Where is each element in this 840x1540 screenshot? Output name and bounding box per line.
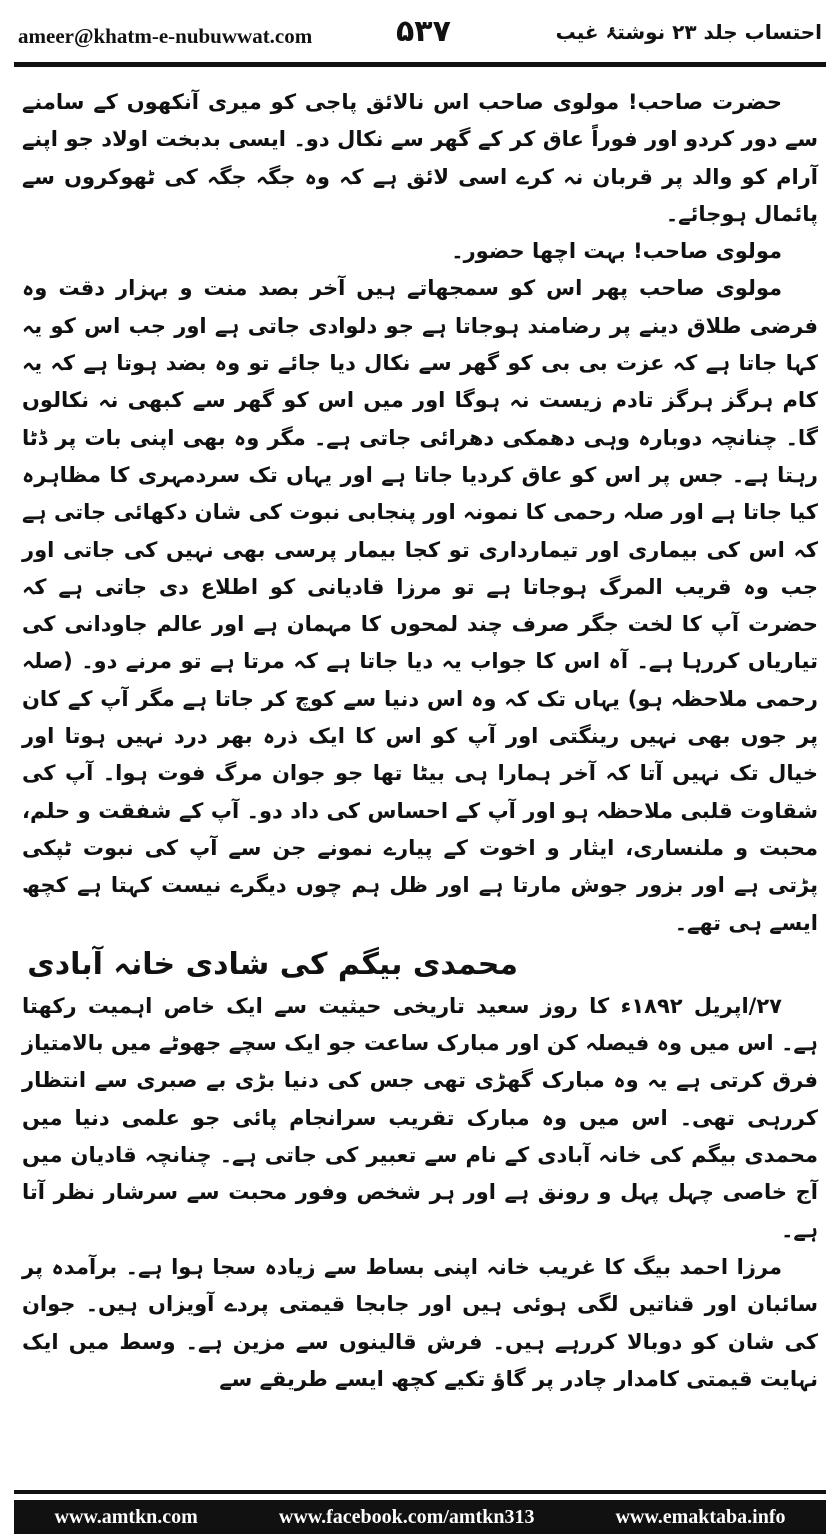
- paragraph-3: مولوی صاحب پھر اس کو سمجھاتے ہیں آخر بصد منت و بہزار دقت وہ فرضی طلاق دینے پر رضامند ہوجاتا ہے جو دلوادی جاتی ہے اور جب اس کو یہ کہا جاتا ہے کہ عزت بی بی کو گھر سے نکال دیا جائے تو وہ بضد ہوتا ہے کہ یہ کام ہرگز ہرگز تادم زیست نہ ہوگا اور میں اس کو گھر سے کبھی نہ نکالوں گا۔ چنانچہ دوبارہ وہی دھمکی دھرائی جاتی ہے۔ مگر وہ بھی اپنی بات پر ڈٹا رہتا ہے۔ جس پر اس کو عاق کردیا جاتا ہے اور یہاں تک سردمہری کا مظاہرہ کیا جاتا ہے اور صلہ رحمی کا نمونہ اور پنجابی نبوت کی شان دکھائی جاتی ہے کہ اس کی بیماری اور تیمارداری تو کجا بیمار پرسی بھی نہیں کی جاتی اور جب وہ قریب المرگ ہوجاتا ہے تو مرزا قادیانی کو اطلاع دی جاتی ہے کہ حضرت آپ کا لخت جگر صرف چند لمحوں کا مہمان ہے اور عالم جاودانی کی تیاریاں کررہا ہے۔ آہ اس کا جواب یہ دیا جاتا ہے کہ مرتا ہے تو مرنے دو۔ (صلہ رحمی ملاحظہ ہو) یہاں تک کہ وہ اس دنیا سے کوچ کر جاتا ہے مگر آپ کے کان پر جوں بھی نہیں رینگتی اور آپ کو اس کا ایک ذرہ بھر درد نہیں ہوتا اور خیال تک نہیں آتا کہ آخر ہمارا ہی بیٹا تھا جو جوان مرگ فوت ہوا۔ آپ کی شقاوت قلبی ملاحظہ ہو اور آپ کے احساس کی داد دو۔ آپ کے شفقت و حلم، محبت و ملنساری، ایثار و اخوت کے پیارے نمونے جن سے آپ کی نبوت ٹپکی پڑتی ہے اور بزور جوش مارتا ہے اور ظل ہم چوں دیگرے نیست کہتا ہے کچھ ایسے ہی تھے۔: [22, 276, 818, 935]
- page-number: ۵۳۷: [396, 14, 451, 49]
- page-header: [14, 10, 826, 60]
- footer-link-facebook: www.facebook.com/amtkn313: [278, 1505, 535, 1528]
- footer-divider: [14, 1490, 826, 1494]
- paragraph-4: ۲۷/اپریل ۱۸۹۲ء کا روز سعید تاریخی حیثیت سے ایک خاص اہمیت رکھتا ہے۔ اس میں وہ فیصلہ کن اور مبارک ساعت جو ایک سچے جھوٹے میں بالامتیاز فرق کرتی ہے یہ وہ مبارک گھڑی تھی جس کی دنیا بڑی بے صبری سے انتظار کررہی تھی۔ اس میں وہ مبارک تقریب سرانجام پائی جو علمی دنیا میں محمدی بیگم کی خانہ آبادی کے نام سے تعبیر کی جاتی ہے۔ چنانچہ قادیان میں آج خاصی چہل پہل و رونق ہے اور ہر شخص وفور محبت سے سرشار نظر آتا ہے۔: [22, 993, 818, 1242]
- header-email: ameer@khatm-e-nubuwwat.com: [18, 24, 313, 48]
- footer-link-emaktaba: www.emaktaba.info: [615, 1505, 786, 1528]
- book-title: احتساب جلد ۲۳ نوشتۂ غیب: [555, 20, 822, 44]
- page-body: [22, 84, 818, 1398]
- page-footer: [14, 1500, 826, 1534]
- header-divider: [14, 62, 826, 67]
- paragraph-2: مولوی صاحب! بہت اچھا حضور۔: [451, 239, 782, 264]
- paragraph-1: حضرت صاحب! مولوی صاحب اس نالائق پاجی کو میری آنکھوں کے سامنے سے دور کردو اور فوراً عاق کر کے گھر سے نکال دو۔ ایسی بدبخت اولاد جو اپنے آرام کو والد پر قربان نہ کرے اسی لائق ہے کہ وہ جگہ جگہ کی ٹھوکروں سے پائمال ہوجائے۔: [22, 90, 818, 226]
- paragraph-5: مرزا احمد بیگ کا غریب خانہ اپنی بساط سے زیادہ سجا ہوا ہے۔ برآمدہ پر سائبان اور قناتیں لگی ہوئی ہیں اور جابجا قیمتی پردے آویزاں ہیں۔ جوان کی شان کو دوبالا کررہے ہیں۔ فرش قالینوں سے مزین ہے۔ وسط میں ایک نہایت قیمتی کامدار چادر پر گاؤ تکیے کچھ ایسے طریقے سے: [22, 1254, 818, 1391]
- section-heading: محمدی بیگم کی شادی خانہ آبادی: [27, 946, 518, 982]
- footer-link-amtkn: www.amtkn.com: [54, 1505, 198, 1528]
